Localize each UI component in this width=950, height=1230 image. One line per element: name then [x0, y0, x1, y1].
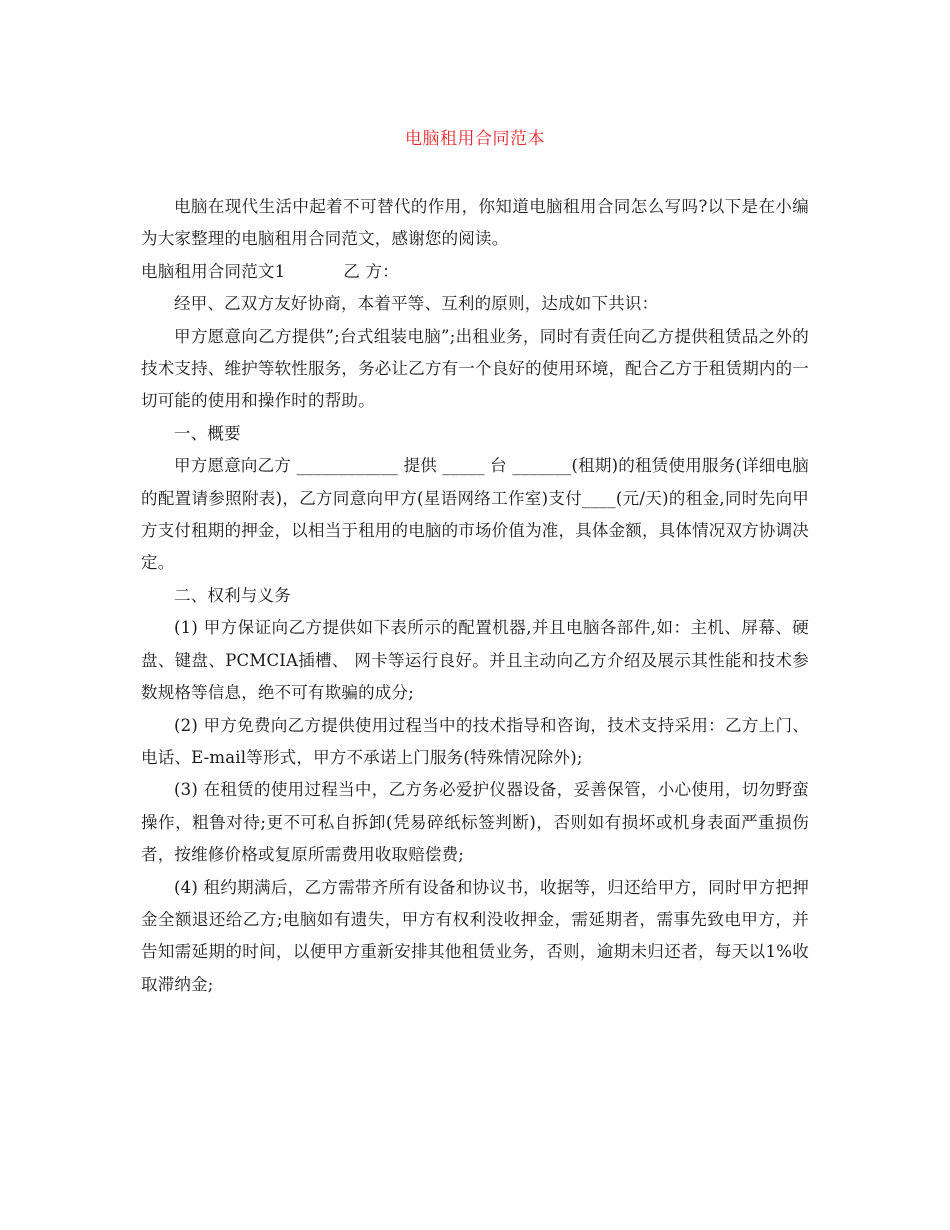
document-body — [141, 191, 809, 1001]
provide-paragraph: 甲方愿意向乙方提供”;台式组装电脑”;出租业务，同时有责任向乙方提供租赁品之外的技术支持、维护等软性服务，务必让乙方有一个良好的使用环境，配合乙方于租赁期内的一切可能的使用和操作时的帮助。 — [141, 326, 809, 411]
clause-3: (3) 在租赁的使用过程当中，乙方务必爱护仪器设备，妥善保管，小心使用，切勿野蛮操作，粗鲁对待;更不可私自拆卸(凭易碎纸标签判断)，否则如有损坏或机身表面严重损伤者，按维修价格或复原所需费用收取赔偿费; — [141, 780, 809, 865]
section-heading-rights: 二、权利与义务 — [174, 585, 291, 605]
consensus-paragraph: 经甲、乙双方友好协商，本着平等、互利的原则，达成如下共识： — [174, 294, 659, 314]
clause-2: (2) 甲方免费向乙方提供使用过程当中的技术指导和咨询，技术支持采用：乙方上门、电话、E-mail等形式，甲方不承诺上门服务(特殊情况除外); — [141, 715, 809, 767]
intro-paragraph: 电脑在现代生活中起着不可替代的作用，你知道电脑租用合同怎么写吗?以下是在小编为大家整理的电脑租用合同范文，感谢您的阅读。 — [141, 197, 809, 249]
overview-paragraph: 甲方愿意向乙方 ____________ 提供 _____ 台 _______(租期)的租赁使用服务(详细电脑的配置请参照附表)，乙方同意向甲方(星语网络工作室)支付____(元/天)的租金,同时先向甲方支付租期的押金，以相当于租用的电脑的市场价值为准，具体金额，具体情况双方协调决定。 — [141, 456, 809, 573]
sample-heading: 电脑租用合同范文1 — [141, 261, 286, 281]
party-b-label: 乙 方： — [343, 261, 399, 281]
section-heading-overview: 一、概要 — [174, 423, 241, 443]
document-title: 电脑租用合同范本 — [405, 129, 545, 149]
sample-heading-line — [141, 256, 809, 288]
clause-4: (4) 租约期满后，乙方需带齐所有设备和协议书，收据等，归还给甲方，同时甲方把押金全额退还给乙方;电脑如有遗失，甲方有权利没收押金，需延期者，需事先致电甲方，并告知需延期的时间，以便甲方重新安排其他租赁业务，否则，逾期未归还者，每天以1%收取滞纳金; — [141, 877, 809, 994]
clause-1: (1) 甲方保证向乙方提供如下表所示的配置机器,并且电脑各部件,如：主机、屏幕、硬盘、键盘、PCMCIA插槽、 网卡等运行良好。并且主动向乙方介绍及展示其性能和技术参数规格等信息，绝不可有欺骗的成分; — [141, 618, 809, 703]
